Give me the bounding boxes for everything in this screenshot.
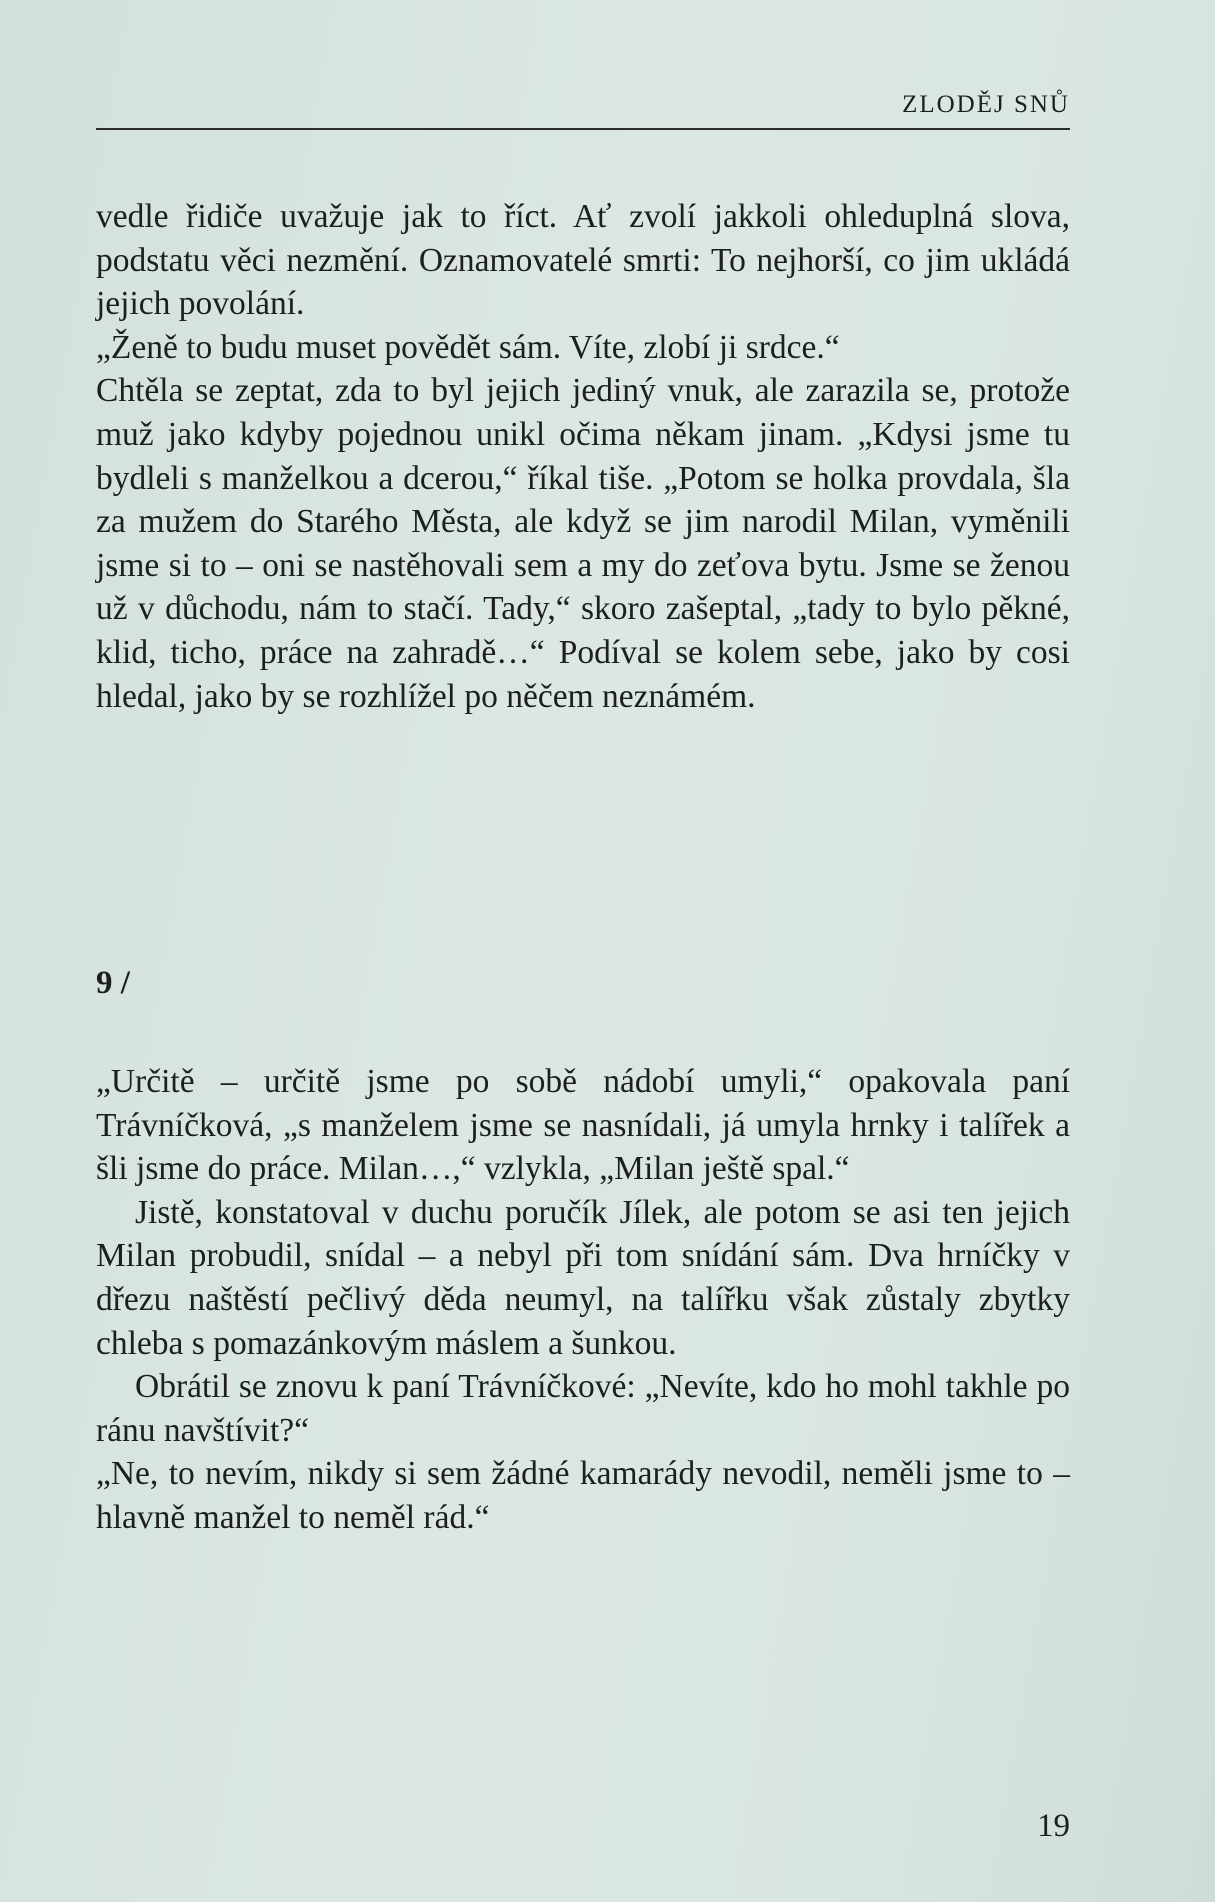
text-block-chapter-9 — [96, 1060, 1070, 1540]
paragraph: „Určitě – určitě jsme po sobě nádobí umyli,“ opakovala paní Trávníčková, „s manželem jsme se nasnídali, já umyla hrnky i talířek a šli jsme do práce. Milan…,“ vzlykla, „Milan ještě spal.“ — [96, 1063, 1070, 1188]
chapter-number: 9 / — [96, 965, 130, 1001]
paragraph: Jistě, konstatoval v duchu poručík Jílek, ale potom se asi ten jejich Milan probudil, snídal – a nebyl při tom snídání sám. Dva hrníčky v dřezu naštěstí pečlivý děda neumyl, na talířku však zůstaly zbytky chleba s pomazánkovým máslem a šunkou. — [96, 1193, 1070, 1362]
header-rule — [96, 128, 1070, 130]
text-block-before-chapter — [96, 195, 1070, 718]
paragraph: „Ne, to nevím, nikdy si sem žádné kamarády nevodil, neměli jsme to – hlavně manžel to neměl rád.“ — [96, 1455, 1070, 1536]
paragraph: Obrátil se znovu k paní Trávníčkové: „Nevíte, kdo ho mohl takhle po ránu navštívit?“ — [96, 1368, 1070, 1449]
running-head: ZLODĚJ SNŮ — [902, 91, 1070, 118]
paragraph: „Ženě to budu muset povědět sám. Víte, zlobí ji srdce.“ — [96, 328, 840, 366]
page-number: 19 — [1037, 1808, 1070, 1844]
paragraph: Chtěla se zeptat, zda to byl jejich jediný vnuk, ale zarazila se, protože muž jako kdyby pojednou unikl očima někam jinam. „Kdysi jsme tu bydleli s manželkou a dcerou,“ říkal tiše. „Potom se holka provdala, šla za mužem do Starého Města, ale když se jim narodil Milan, vyměnili jsme si to – oni se nastěhovali sem a my do zeťova bytu. Jsme se ženou už v důchodu, nám to stačí. Tady,“ skoro zašeptal, „tady to bylo pěkné, klid, ticho, práce na zahradě…“ Podíval se kolem sebe, jako by cosi hledal, jako by se rozhlížel po něčem neznámém. — [96, 372, 1070, 715]
paragraph: vedle řidiče uvažuje jak to říct. Ať zvolí jakkoli ohleduplná slova, podstatu věci nezmění. Oznamovatelé smrti: To nejhorší, co jim ukládá jejich povolání. — [96, 198, 1070, 323]
